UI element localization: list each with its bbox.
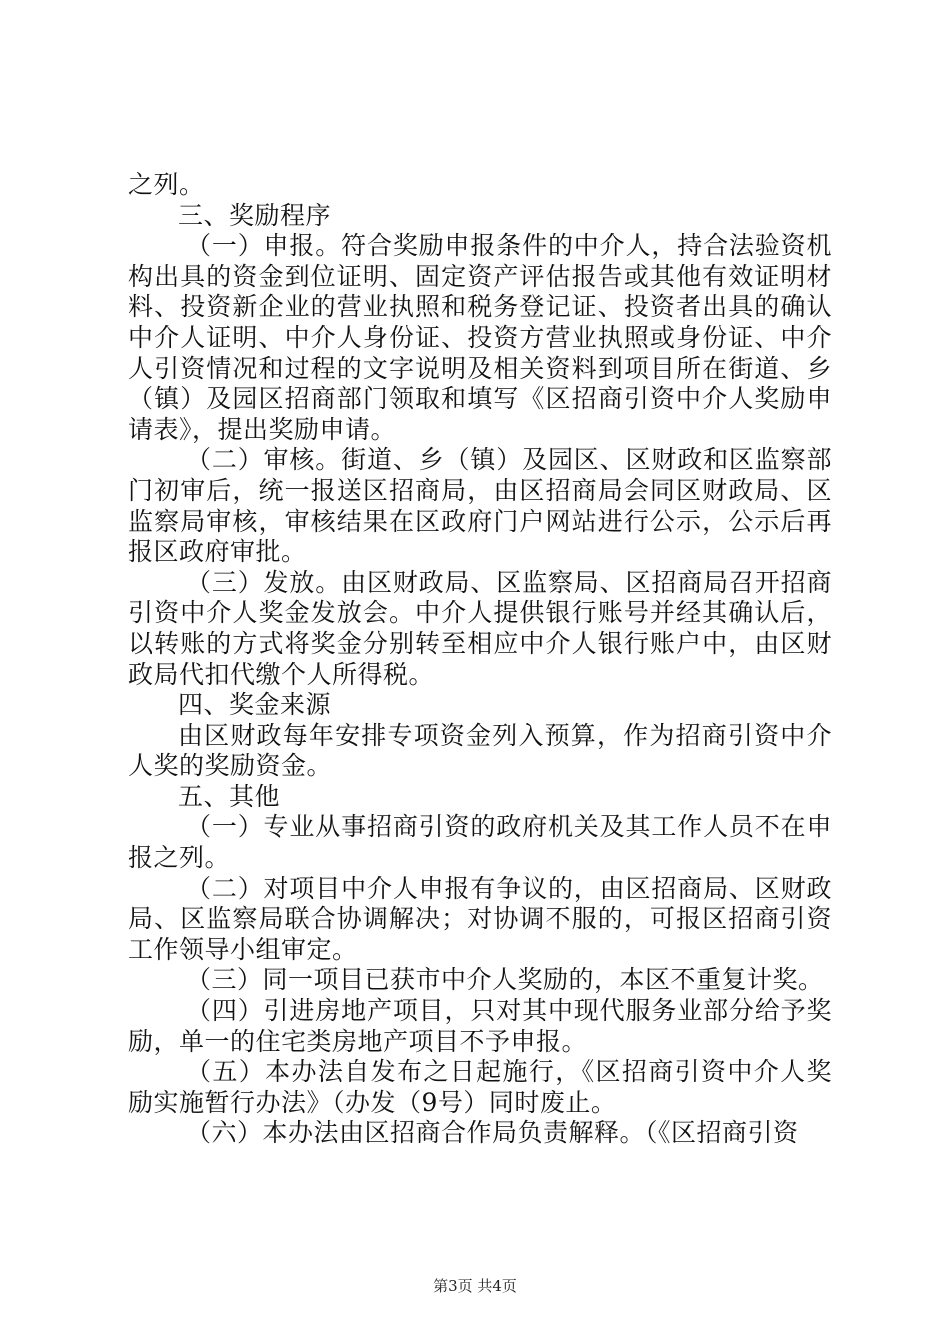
section-heading-5: 五、其他	[178, 781, 281, 811]
paragraph-continuation: 之列。	[128, 170, 205, 199]
paragraph-application: （一）申报。符合奖励申报条件的中介人，持合法验资机构出具的资金到位证明、固定资产评估报告或其他有效证明材料、投资新企业的营业执照和税务登记证、投资者出具的确认中介人证明、中介人身份证、投资方营业执照或身份证、中介人引资情况和过程的文字说明及相关资料到项目所在街道、乡（镇）及园区招商部门领取和填写《区招商引资中介人奖励申请表》，提出奖励申请。	[128, 231, 832, 444]
page-footer: 第3页 共4页	[433, 1277, 517, 1295]
paragraph-other-1: （一）专业从事招商引资的政府机关及其工作人员不在申报之列。	[128, 812, 832, 873]
paragraph-other-6: （六）本办法由区招商合作局负责解释。（《区招商引资	[186, 1118, 799, 1148]
paragraph-fund-source: 由区财政每年安排专项资金列入预算，作为招商引资中介人奖的奖励资金。	[128, 720, 832, 781]
paragraph-review: （二）审核。街道、乡（镇）及园区、区财政和区监察部门初审后，统一报送区招商局，由区招商局会同区财政局、区监察局审核，审核结果在区政府门户网站进行公示，公示后再报区政府审批。	[128, 445, 832, 567]
paragraph-other-4: （四）引进房地产项目，只对其中现代服务业部分给予奖励，单一的住宅类房地产项目不予申报。	[128, 996, 832, 1056]
document-body	[128, 170, 832, 1149]
paragraph-other-3: （三）同一项目已获市中介人奖励的，本区不重复计奖。	[186, 965, 824, 995]
section-heading-4: 四、奖金来源	[178, 690, 332, 720]
paragraph-distribution: （三）发放。由区财政局、区监察局、区招商局召开招商引资中介人奖金发放会。中介人提供银行账号并经其确认后，以转账的方式将奖金分别转至相应中介人银行账户中，由区财政局代扣代缴个人所得税。	[128, 567, 832, 689]
paragraph-other-5: （五）本办法自发布之日起施行，《区招商引资中介人奖励实施暂行办法》（办发（9号）同时废止。	[128, 1057, 832, 1117]
paragraph-other-2: （二）对项目中介人申报有争议的，由区招商局、区财政局、区监察局联合协调解决；对协调不服的，可报区招商引资工作领导小组审定。	[128, 873, 832, 964]
section-heading-3: 三、奖励程序	[178, 200, 332, 230]
